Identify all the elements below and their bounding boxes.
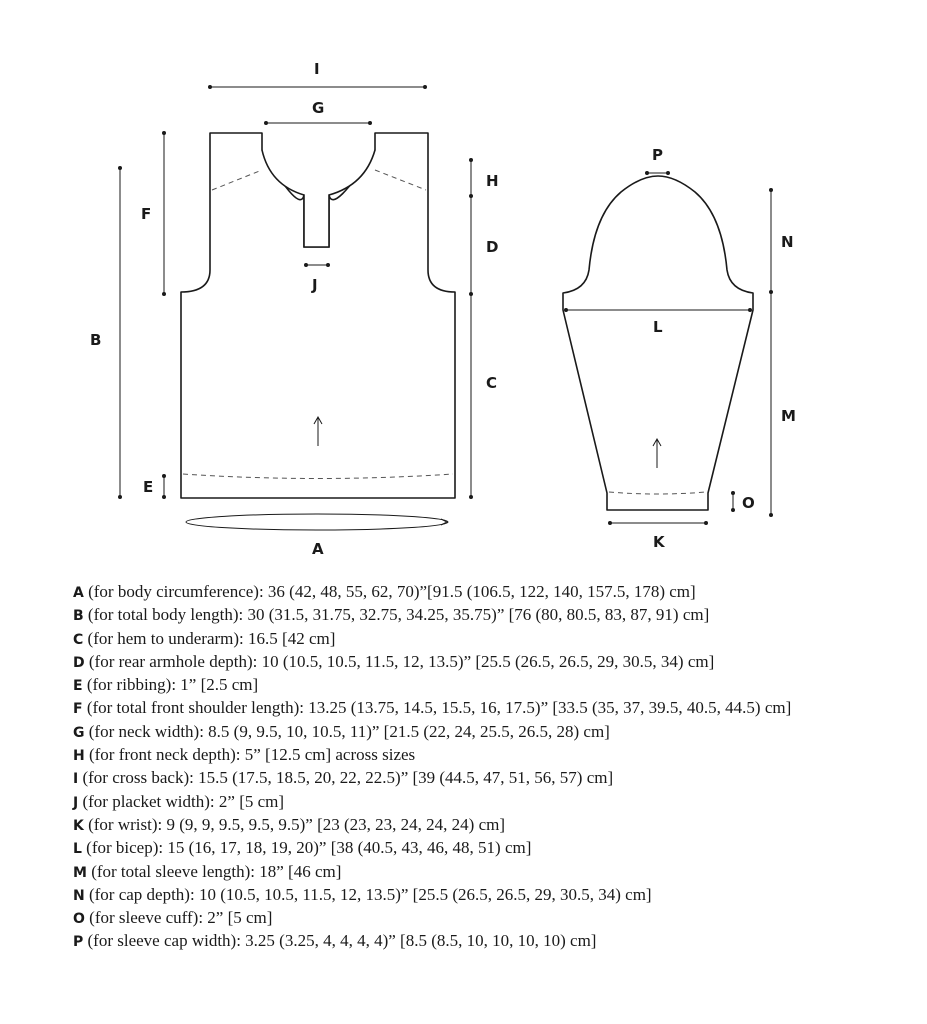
legend-key: P — [73, 934, 84, 951]
legend-text: (for sleeve cap width): 3.25 (3.25, 4, 4, 4, 4)” [8.5 (8.5, 10, 10, 10, 10) cm] — [83, 931, 597, 951]
sleeve-piece — [563, 176, 753, 510]
label-I: I — [314, 60, 320, 78]
legend-row-n — [73, 883, 913, 906]
legend-key: A — [73, 585, 84, 601]
legend-text: (for sleeve cuff): 2” [5 cm] — [84, 908, 273, 928]
cuff-line — [609, 492, 706, 494]
legend-key: K — [73, 817, 84, 834]
legend-key: I — [73, 771, 79, 788]
legend-row-j — [73, 790, 913, 813]
legend-row-d — [73, 650, 913, 673]
label-H: H — [486, 172, 499, 190]
legend-text: (for cap depth): 10 (10.5, 10.5, 11.5, 12, 13.5)” [25.5 (26.5, 26.5, 29, 30.5, 34) cm] — [84, 884, 652, 904]
label-A: A — [312, 540, 324, 558]
legend-row-i — [73, 766, 913, 789]
label-B: B — [90, 331, 102, 349]
ribbing-line — [183, 474, 453, 479]
legend-row-h — [73, 743, 913, 766]
legend-key: B — [73, 608, 84, 625]
legend-row-m — [73, 860, 913, 883]
sleeve-direction-arrow — [653, 439, 661, 468]
legend-row-e — [73, 673, 913, 696]
legend-text: (for rear armhole depth): 10 (10.5, 10.5, 11.5, 12, 13.5)” [25.5 (26.5, 26.5, 29, 30.5, 34) cm] — [84, 651, 715, 671]
sleeve-dimensions — [564, 171, 773, 525]
label-D: D — [486, 238, 499, 256]
legend-row-c — [73, 627, 913, 650]
legend-row-l — [73, 836, 913, 859]
legend-key: M — [73, 864, 87, 881]
neck-curve — [262, 150, 375, 247]
label-L: L — [653, 318, 663, 336]
label-O: O — [742, 494, 755, 512]
dimension-labels — [90, 60, 796, 558]
knit-direction-arrow — [314, 417, 322, 446]
label-K: K — [653, 533, 665, 551]
shoulder-seam-right — [375, 170, 426, 190]
label-M: M — [781, 407, 796, 425]
legend-key: J — [73, 794, 79, 811]
legend-row-b — [73, 603, 913, 626]
shoulder-seam-left — [212, 170, 262, 190]
legend-key: G — [73, 724, 85, 741]
label-E: E — [143, 478, 154, 496]
legend-key: O — [73, 911, 85, 928]
label-F: F — [141, 205, 152, 223]
legend-text: (for placket width): 2” [5 cm] — [78, 791, 285, 811]
legend-key: N — [73, 887, 85, 904]
legend-row-g — [73, 720, 913, 743]
legend-row-f — [73, 696, 913, 719]
legend-key: F — [73, 701, 83, 718]
legend-key: E — [73, 678, 83, 695]
label-P: P — [652, 146, 663, 164]
sleeve-outline — [563, 176, 753, 510]
circumference-ellipse — [186, 514, 448, 530]
legend-key: L — [73, 841, 82, 858]
legend-text: (for body circumference): 36 (42, 48, 55, 62, 70)”[91.5 (106.5, 122, 140, 157.5, 178) cm] — [83, 582, 696, 601]
legend-row-o — [73, 906, 913, 929]
legend-text: (for cross back): 15.5 (17.5, 18.5, 20, 22, 22.5)” [39 (44.5, 47, 51, 56, 57) cm] — [78, 768, 614, 788]
label-N: N — [781, 233, 794, 251]
legend-text: (for hem to underarm): 16.5 [42 cm] — [83, 628, 336, 648]
label-C: C — [486, 374, 498, 392]
label-J: J — [312, 276, 318, 294]
legend-key: C — [73, 631, 84, 648]
label-G: G — [312, 99, 325, 117]
body-piece — [181, 133, 455, 530]
legend-text: (for total sleeve length): 18” [46 cm] — [86, 861, 342, 881]
legend-row-a — [73, 580, 913, 603]
measurement-legend — [73, 580, 913, 953]
body-dimensions — [118, 85, 473, 499]
legend-text: (for front neck depth): 5” [12.5 cm] across sizes — [84, 745, 416, 765]
legend-key: D — [73, 654, 85, 671]
legend-text: (for neck width): 8.5 (9, 9.5, 10, 10.5, 11)” [21.5 (22, 24, 25.5, 26.5, 28) cm] — [84, 721, 610, 741]
legend-text: (for wrist): 9 (9, 9, 9.5, 9.5, 9.5)” [23 (23, 23, 24, 24, 24) cm] — [83, 814, 506, 834]
legend-row-p — [73, 929, 913, 952]
legend-text: (for total front shoulder length): 13.25 (13.75, 14.5, 15.5, 16, 17.5)” [33.5 (35, 37, 39.5, 40.5, 44.5) cm] — [82, 698, 792, 718]
legend-text: (for bicep): 15 (16, 17, 18, 19, 20)” [38 (40.5, 43, 46, 48, 51) cm] — [81, 838, 532, 858]
legend-text: (for ribbing): 1” [2.5 cm] — [82, 675, 259, 695]
legend-text: (for total body length): 30 (31.5, 31.75, 32.75, 34.25, 35.75)” [76 (80, 80.5, 83, 87, 91) cm] — [83, 605, 710, 625]
legend-row-k — [73, 813, 913, 836]
legend-key: H — [73, 748, 85, 765]
